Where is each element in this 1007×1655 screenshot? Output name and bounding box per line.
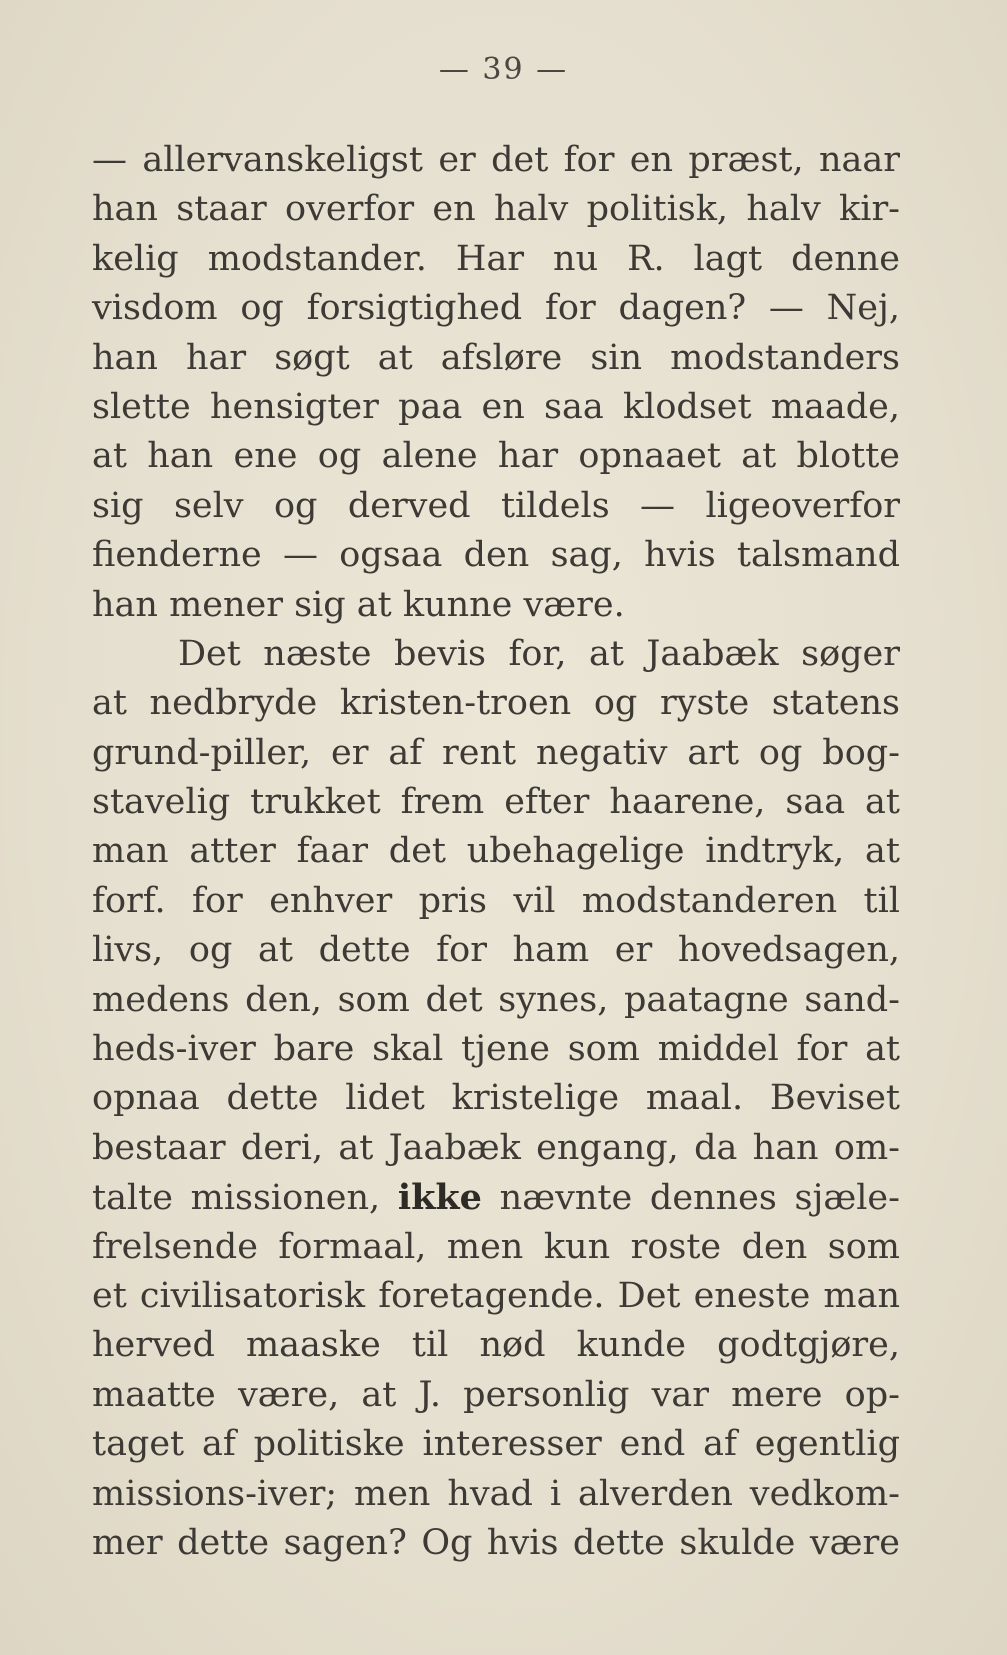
text-line: kelig modstander. Har nu R. lagt denne <box>92 238 900 279</box>
text-line: missions-iver; men hvad i alverden vedkom- <box>92 1473 900 1514</box>
text-line: frelsende formaal, men kun roste den som <box>92 1226 900 1267</box>
text-line: taget af politiske interesser end af egentlig <box>92 1424 900 1465</box>
text-line: herved maaske til nød kunde godtgjøre, <box>92 1325 900 1366</box>
text-line: Det næste bevis for, at Jaabæk søger <box>178 633 900 674</box>
text-segment: talte missionen, <box>92 1178 381 1219</box>
text-line: opnaa dette lidet kristelige maal. Beviset <box>92 1078 900 1119</box>
text-line: han har søgt at afsløre sin modstanders <box>92 337 900 378</box>
text-line: grund-piller, er af rent negativ art og bog- <box>92 732 900 773</box>
text-line: han mener sig at kunne være. <box>92 584 625 625</box>
text-line: heds-iver bare skal tjene som middel for at <box>92 1029 900 1070</box>
text-line: stavelig trukket frem efter haarene, saa at <box>92 782 900 823</box>
text-line: slette hensigter paa en saa klodset maade, <box>92 386 900 427</box>
text-line: forf. for enhver pris vil modstanderen til <box>92 880 900 921</box>
text-line <box>92 1173 900 1222</box>
body-text <box>92 136 900 1568</box>
text-line: et civilisatorisk foretagende. Det eneste man <box>92 1275 900 1316</box>
text-line: maatte være, at J. personlig var mere op- <box>92 1374 900 1415</box>
text-line: bestaar deri, at Jaabæk engang, da han om- <box>92 1127 900 1168</box>
text-line: — allervanskeligst er det for en præst, naar <box>92 140 900 180</box>
text-line: mer dette sagen? Og hvis dette skulde være <box>92 1522 900 1563</box>
text-line: medens den, som det synes, paatagne sand- <box>92 979 900 1020</box>
text-line: at nedbryde kristen-troen og ryste statens <box>92 683 900 724</box>
text-line: at han ene og alene har opnaaet at blotte <box>92 436 900 477</box>
text-line: fienderne — ogsaa den sag, hvis talsmand <box>92 535 900 576</box>
text-line: man atter faar det ubehagelige indtryk, at <box>92 831 900 872</box>
page-number: — 39 — <box>438 52 569 87</box>
text-line: visdom og forsigtighed for dagen? — Nej, <box>92 288 900 329</box>
text-line: sig selv og derved tildels — ligeoverfor <box>92 485 900 526</box>
text-segment: nævnte dennes sjæle- <box>499 1178 900 1219</box>
text-line: han staar overfor en halv politisk, halv kir- <box>92 189 900 230</box>
emphasis-text: ikke <box>397 1177 482 1219</box>
text-line: livs, og at dette for ham er hovedsagen, <box>92 930 900 971</box>
